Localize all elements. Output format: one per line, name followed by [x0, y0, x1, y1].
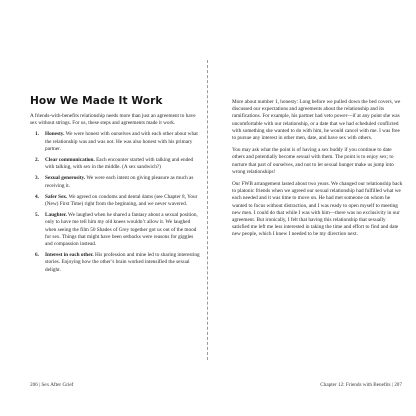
list-item: [35, 193, 202, 208]
list-item-number: 6.: [35, 252, 39, 259]
list-item-term: Clear communication.: [45, 157, 95, 164]
right-page-body: [232, 99, 404, 244]
left-page-body: [30, 113, 202, 278]
list-item: [35, 252, 202, 274]
list-item-term: Safer Sex.: [45, 193, 68, 200]
list-item-number: 1.: [35, 131, 39, 138]
intro-paragraph: A friends-with-benefits relationship needs more than just an agreement to have sex without strings. For us, these steps and agreements made it work.: [30, 113, 196, 127]
list-item-text: We were honest with ourselves and with each other about what the relationship was and was not. He was also honest with his primary partner.: [45, 131, 198, 152]
list-item-term: Sexual generosity.: [45, 175, 86, 182]
list-item-text: We were each intent on giving pleasure as much as receiving it.: [45, 175, 194, 189]
right-page-folio: Chapter 12: Friends with Benefits | 207: [320, 382, 402, 388]
list-item-term: Laughter.: [45, 212, 67, 219]
left-page-folio: 206 | Sex After Grief: [30, 382, 74, 388]
body-paragraph: More about number 1, honesty: Long before we pulled down the bed covers, we discussed our expectations and agreements about the relationship and its ramifications. For example, his partner had veto power—if at any point she was uncomfortable with our relationship, or a date that we had scheduled conflicted with something she wanted to do with him, he would cancel with me. I was free to pursue any interest in other men, date, and have sex with others.: [232, 99, 401, 142]
list-item: [35, 212, 202, 248]
list-item-text: His profession and mine led to sharing interesting stories. Enjoying how the other’s brain worked intensified the sexual delight.: [45, 252, 200, 273]
list-item-text: We agreed on condoms and dental dams (see Chapter 8, Your (New) First Time) right from the beginning, and we never wavered.: [45, 193, 198, 208]
list-item-number: 2.: [35, 157, 39, 164]
list-item-number: 3.: [35, 175, 39, 182]
list-item-number: 5.: [35, 212, 39, 219]
body-paragraph: Our FWB arrangement lasted about two years. We changed our relationship back to platonic friends when we agreed our sexual relationship had fulfilled what we each needed and it was time to move on. He had met someone on whom he wanted to focus without distraction, and I was ready to open myself to meeting new men. I could do that while I was with him—there was no exclusivity in our agreement. But ironically, I felt that having this relationship that sexually satisfied me left me less interested in taking the time and effort to find and date new people, which I knew I needed to be my direction next.: [232, 181, 403, 238]
list-item: [35, 157, 202, 171]
body-paragraph: You may ask what the point is of having a sex buddy if you continue to date others and potentially become sexual with them. The point is to enjoy sex; to nurture that part of ourselves, and not to let sexual hunger make us jump into wrong relationships!: [232, 147, 394, 175]
steps-list: [30, 131, 202, 273]
list-item-term: Interest in each other.: [45, 252, 94, 259]
list-item: [35, 131, 202, 153]
list-item: [35, 175, 202, 189]
list-item-term: Honesty.: [45, 131, 65, 138]
list-item-text: Each encounter started with talking and ended with talking, with sex in the middle. (A sex sandwich?): [45, 157, 194, 171]
page-gutter-divider: [207, 60, 208, 360]
section-heading: How We Made It Work: [30, 95, 163, 107]
list-item-text: We laughed when he shared a fantasy about a sexual position, only to have me tell him my old knees wouldn’t allow it. We laughed when seeing the film 50 Shades of Grey together got us out of the mood for sex. Things that might have been setbacks were reasons for giggles and compassion instead.: [45, 212, 198, 248]
list-item-number: 4.: [35, 193, 39, 200]
